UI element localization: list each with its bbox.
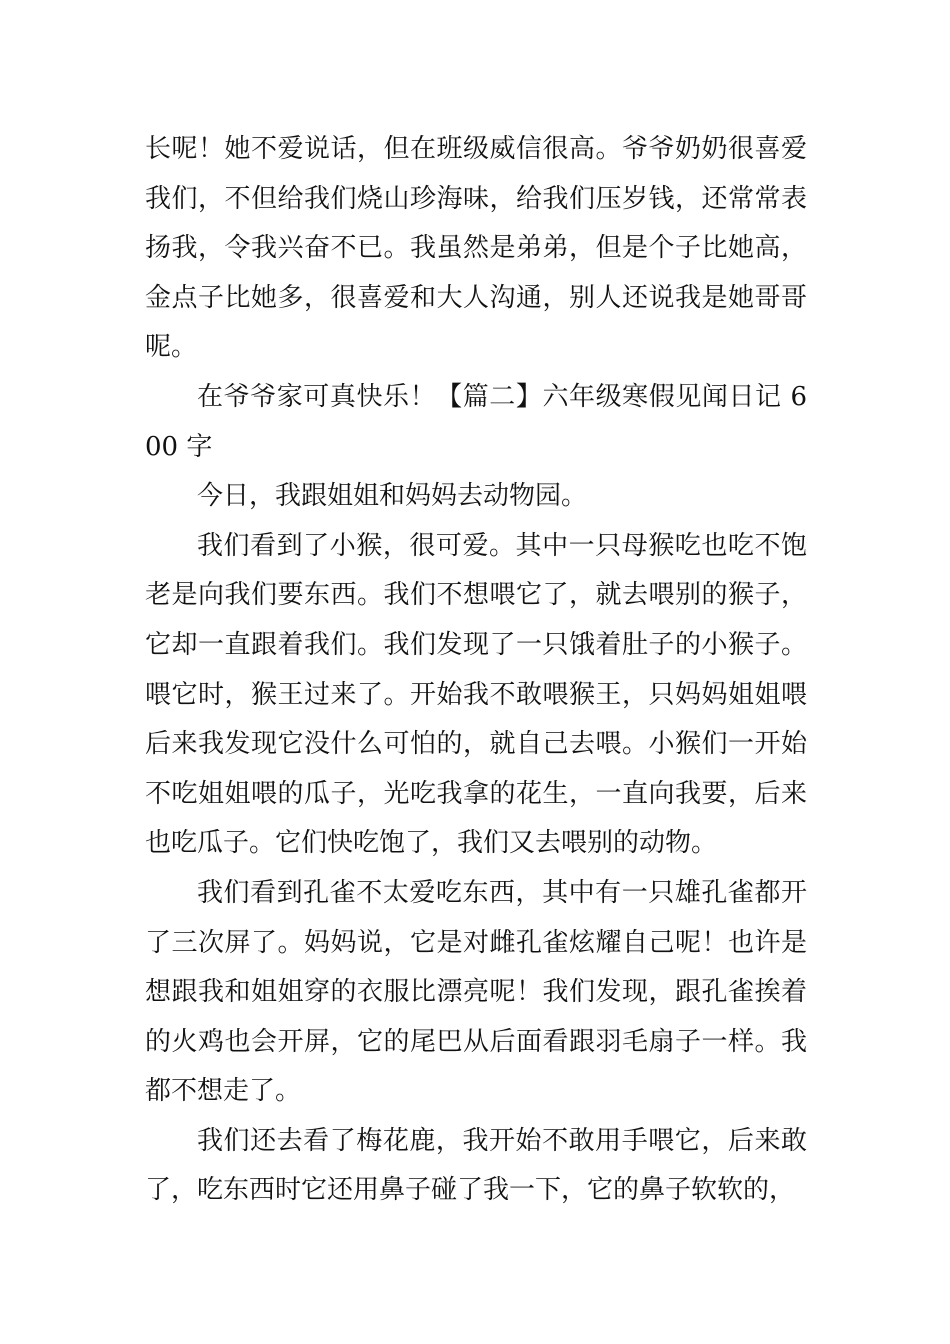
document-body (145, 125, 807, 1216)
paragraph-3: 今日，我跟姐姐和妈妈去动物园。 (197, 481, 588, 512)
paragraph-4: 我们看到了小猴，很可爱。其中一只母猴吃也吃不饱老是向我们要东西。我们不想喂它了，就去喂别的猴子，它却一直跟着我们。我们发现了一只饿着肚子的小猴子。喂它时，猴王过来了。开始我不敢喂猴王，只妈妈姐姐喂后来我发现它没什么可怕的，就自己去喂。小猴们一开始不吃姐姐喂的瓜子，光吃我拿的花生，一直向我要，后来也吃瓜子。它们快吃饱了，我们又去喂别的动物。 (145, 530, 807, 859)
paragraph-2: 在爷爷家可真快乐！【篇二】六年级寒假见闻日记 600 字 (145, 381, 807, 462)
paragraph-1: 长呢！她不爱说话，但在班级威信很高。爷爷奶奶很喜爱我们，不但给我们烧山珍海味，给我们压岁钱，还常常表扬我，令我兴奋不已。我虽然是弟弟，但是个子比她高，金点子比她多，很喜爱和大人沟通，别人还说我是她哥哥呢。 (145, 134, 807, 363)
paragraph-6: 我们还去看了梅花鹿，我开始不敢用手喂它，后来敢了，吃东西时它还用鼻子碰了我一下，它的鼻子软软的， (145, 1125, 807, 1206)
paragraph-5: 我们看到孔雀不太爱吃东西，其中有一只雄孔雀都开了三次屏了。妈妈说，它是对雌孔雀炫耀自己呢！也许是想跟我和姐姐穿的衣服比漂亮呢！我们发现，跟孔雀挨着的火鸡也会开屏，它的尾巴从后面看跟羽毛扇子一样。我都不想走了。 (145, 877, 807, 1107)
